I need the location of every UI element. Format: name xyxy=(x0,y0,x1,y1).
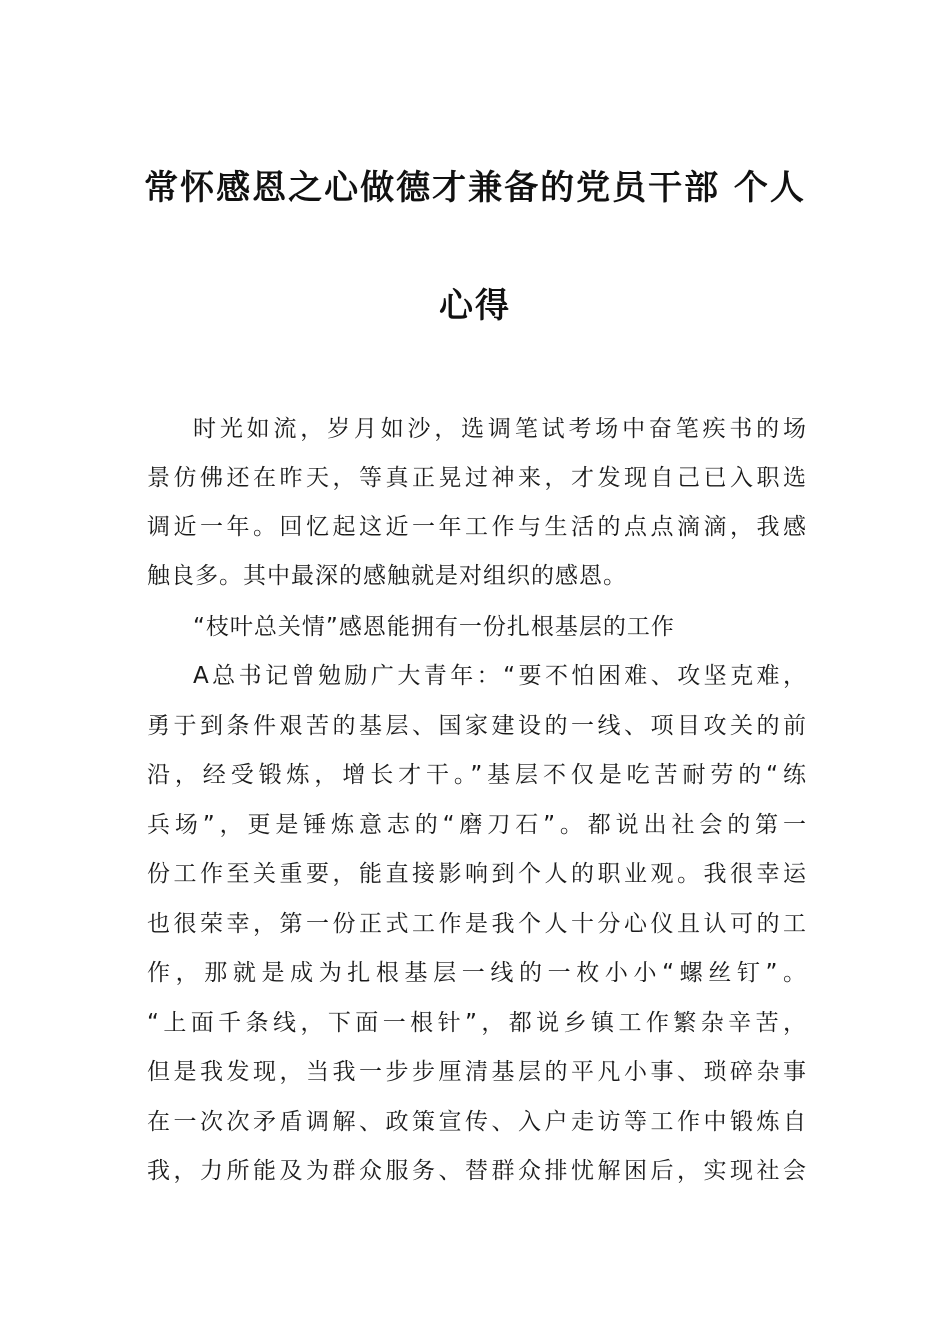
paragraph-line: 兵场”，更是锤炼意志的“磨刀石”。都说出社会的第一 xyxy=(147,812,807,838)
paragraph-line: 在一次次矛盾调解、政策宣传、入户走访等工作中锻炼自 xyxy=(147,1109,807,1135)
paragraph-line: 份工作至关重要，能直接影响到个人的职业观。我很幸运 xyxy=(147,861,807,887)
paragraph-line: 也很荣幸，第一份正式工作是我个人十分心仪且认可的工 xyxy=(147,911,807,937)
paragraph-line: 景仿佛还在昨天，等真正晃过神来，才发现自己已入职选 xyxy=(147,465,807,491)
document-title-line-1: 常怀感恩之心做德才兼备的党员干部 个人 xyxy=(144,168,806,208)
paragraph-line: 沿，经受锻炼，增长才干。”基层不仅是吃苦耐劳的“练 xyxy=(147,762,807,788)
paragraph-line: 我，力所能及为群众服务、替群众排忧解困后，实现社会 xyxy=(147,1158,807,1184)
paragraph-line: A总书记曾勉励广大青年：“要不怕困难、攻坚克难， xyxy=(193,663,807,689)
paragraph-line: 勇于到条件艰苦的基层、国家建设的一线、项目攻关的前 xyxy=(147,713,807,739)
paragraph-line: 作，那就是成为扎根基层一线的一枚小小“螺丝钉”。 xyxy=(147,960,807,986)
paragraph-line: 但是我发现，当我一步步厘清基层的平凡小事、琐碎杂事 xyxy=(147,1059,807,1085)
paragraph-line: 触良多。其中最深的感触就是对组织的感恩。 xyxy=(147,563,627,589)
paragraph-line: 时光如流，岁月如沙，选调笔试考场中奋笔疾书的场 xyxy=(193,416,807,442)
paragraph-line: 调近一年。回忆起这近一年工作与生活的点点滴滴，我感 xyxy=(147,514,807,540)
document-title-line-2: 心得 xyxy=(439,286,511,326)
section-heading: “枝叶总关情”感恩能拥有一份扎根基层的工作 xyxy=(193,614,675,640)
paragraph-line: “上面千条线，下面一根针”，都说乡镇工作繁杂辛苦， xyxy=(147,1010,807,1036)
